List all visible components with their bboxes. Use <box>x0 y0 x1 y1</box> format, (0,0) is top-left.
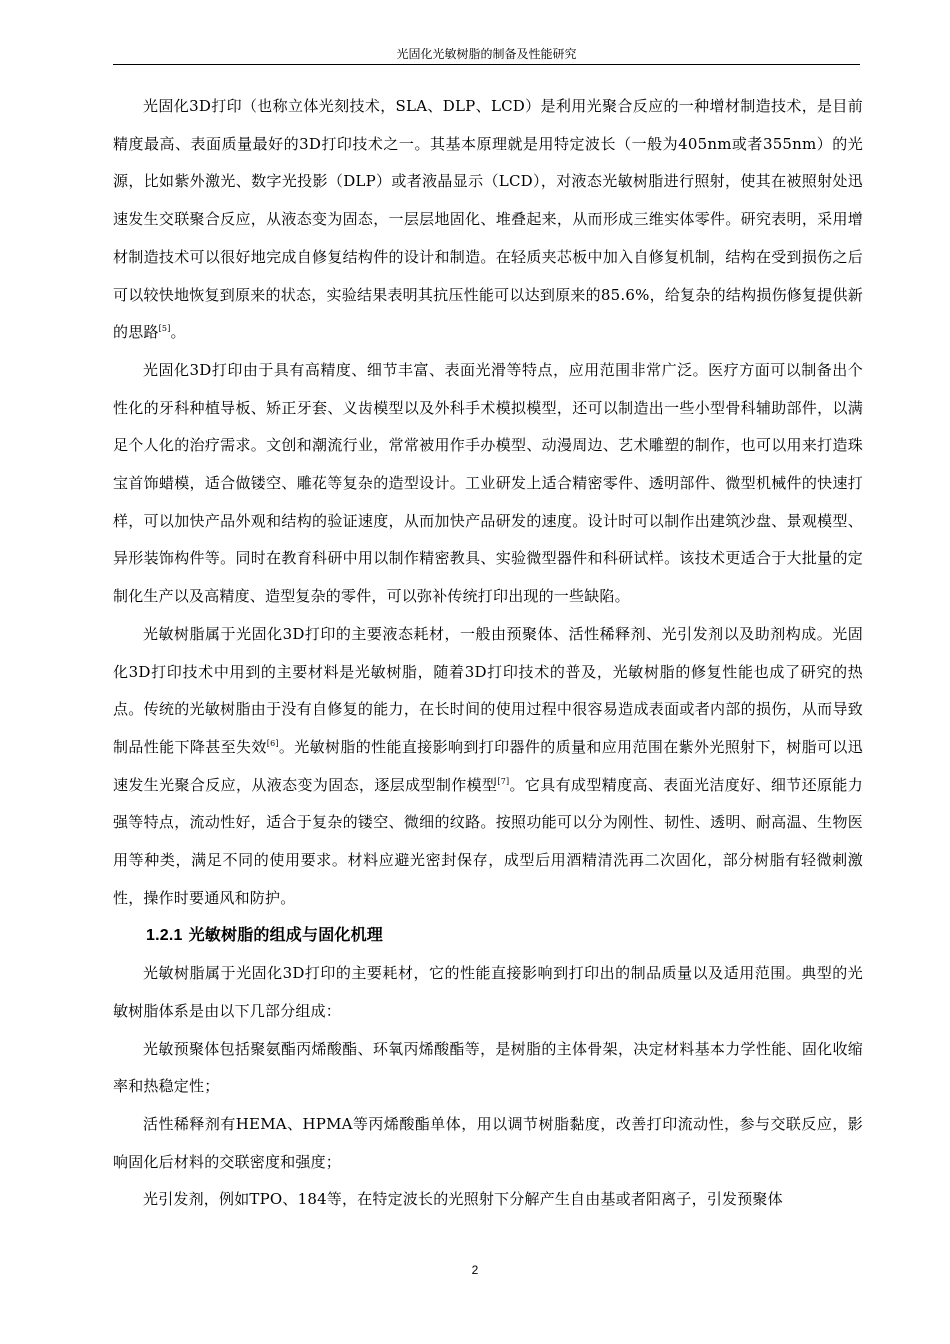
paragraph-1 <box>113 88 863 352</box>
section-paragraph-1-text: 光敏树脂属于光固化3D打印的主要耗材，它的性能直接影响到打印出的制品质量以及适用范围。典型的光敏树脂体系是由以下几部分组成： <box>113 964 863 1020</box>
paragraph-2-text: 光固化3D打印由于具有高精度、细节丰富、表面光滑等特点，应用范围非常广泛。医疗方面可以制备出个性化的牙科种植导板、矫正牙套、义齿模型以及外科手术模拟模型，还可以制造出一些小型骨科辅助部件，以满足个人化的治疗需求。文创和潮流行业，常常被用作手办模型、动漫周边、艺术雕塑的制作，也可以用来打造珠宝首饰蜡模，适合做镂空、雕花等复杂的造型设计。工业研发上适合精密零件、透明部件、微型机械件的快速打样，可以加快产品外观和结构的验证速度，从而加快产品研发的速度。设计时可以制作出建筑沙盘、景观模型、异形装饰构件等。同时在教育科研中用以制作精密教具、实验微型器件和科研试样。该技术更适合于大批量的定制化生产以及高精度、造型复杂的零件，可以弥补传统打印出现的一些缺陷。 <box>113 360 863 606</box>
paragraph-1-text: 光固化3D打印（也称立体光刻技术，SLA、DLP、LCD）是利用光聚合反应的一种增材制造技术，是目前精度最高、表面质量最好的3D打印技术之一。其基本原理就是用特定波长（一般为405nm或者355nm）的光源，比如紫外激光、数字光投影（DLP）或者液晶显示（LCD），对液态光敏树脂进行照射，使其在被照射处迅速发生交联聚合反应，从液态变为固态，一层层地固化、堆叠起来，从而形成三维实体零件。研究表明，采用增材制造技术可以很好地完成自修复结构件的设计和制造。在轻质夹芯板中加入自修复机制，结构在受到损伤之后可以较快地恢复到原来的状态，实验结果表明其抗压性能可以达到原来的85.6%，给复杂的结构损伤修复提供新的思路 <box>113 97 863 342</box>
section-paragraph-1 <box>113 955 863 1030</box>
section-paragraph-3-text: 活性稀释剂有HEMA、HPMA等丙烯酸酯单体，用以调节树脂黏度，改善打印流动性，参与交联反应，影响固化后材料的交联密度和强度； <box>113 1114 863 1171</box>
section-heading <box>113 917 863 955</box>
body-text <box>113 88 863 1219</box>
section-number: 1.2.1 <box>146 927 183 945</box>
paragraph-2 <box>113 352 863 616</box>
paragraph-3-mid: 。光敏树脂的性能直接影响到打印器件的质量和应用范围在紫外光照射下，树脂可以迅速发生光聚合反应，从液态变为固态，逐层成型制作模型 <box>113 737 863 794</box>
section-paragraph-3 <box>113 1106 863 1181</box>
section-title: 光敏树脂的组成与固化机理 <box>188 927 383 945</box>
paragraph-3-text: 光敏树脂属于光固化3D打印的主要液态耗材，一般由预聚体、活性稀释剂、光引发剂以及助剂构成。光固化3D打印技术中用到的主要材料是光敏树脂，随着3D打印技术的普及，光敏树脂的修复性能也成了研究的热点。传统的光敏树脂由于没有自修复的能力，在长时间的使用过程中很容易造成表面或者内部的损伤，从而导致制品性能下降甚至失效 <box>113 624 863 756</box>
header-rule <box>113 64 860 65</box>
section-paragraph-2-text: 光敏预聚体包括聚氨酯丙烯酸酯、环氧丙烯酸酯等，是树脂的主体骨架，决定材料基本力学性能、固化收缩率和热稳定性； <box>113 1039 863 1096</box>
citation-7: [7] <box>497 776 510 786</box>
paragraph-1-tail: 。 <box>170 323 186 342</box>
running-header: 光固化光敏树脂的制备及性能研究 <box>396 47 577 61</box>
citation-5: [5] <box>158 324 171 334</box>
paragraph-3 <box>113 616 863 918</box>
page-number: 2 <box>471 1263 479 1277</box>
section-paragraph-4-text: 光引发剂，例如TPO、184等，在特定波长的光照射下分解产生自由基或者阳离子，引发预聚体 <box>143 1190 783 1209</box>
paragraph-3-tail: 。它具有成型精度高、表面光洁度好、细节还原能力强等特点，流动性好，适合于复杂的镂空、微细的纹路。按照功能可以分为刚性、韧性、透明、耐高温、生物医用等种类，满足不同的使用要求。材料应避光密封保存，成型后用酒精清洗再二次固化，部分树脂有轻微刺激性，操作时要通风和防护。 <box>113 775 863 907</box>
citation-6: [6] <box>266 738 279 748</box>
section-paragraph-4 <box>113 1181 863 1219</box>
section-paragraph-2 <box>113 1031 863 1106</box>
